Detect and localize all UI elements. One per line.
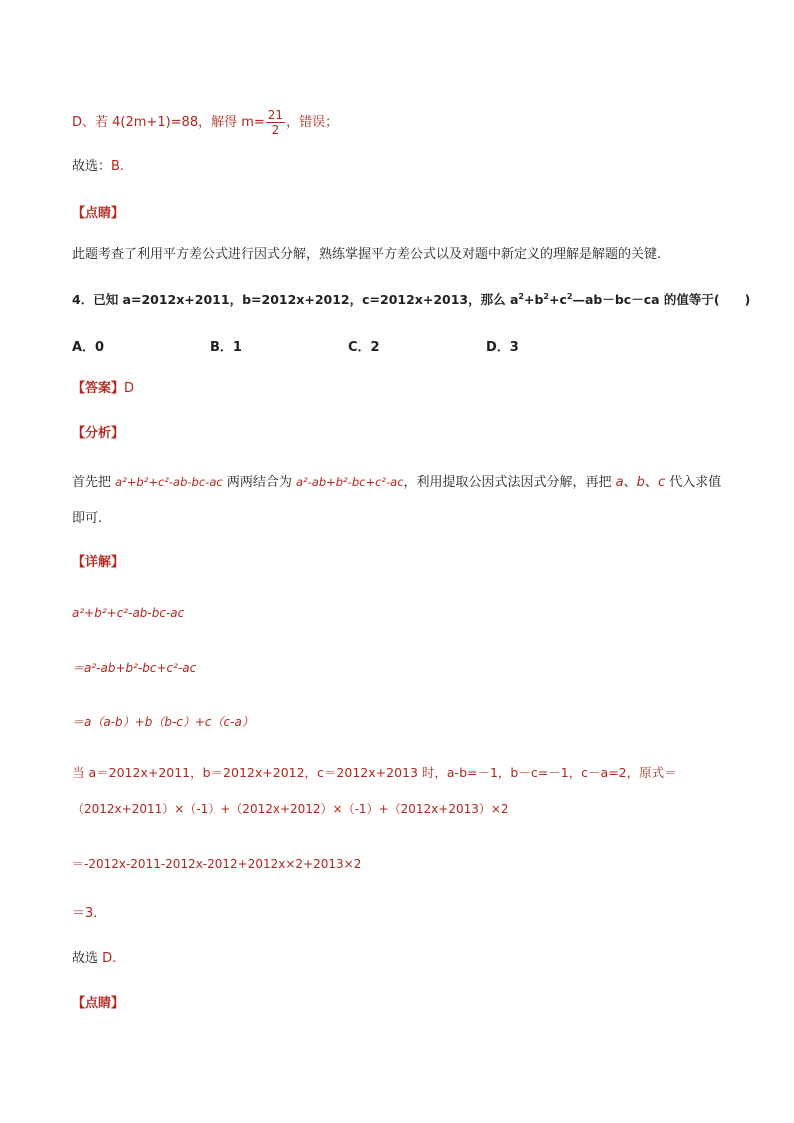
superscript: 2	[566, 291, 573, 301]
answer-value: D	[124, 381, 135, 396]
option-c: C．2	[348, 340, 380, 355]
detail-line-1: a²+b²+c²-ab-bc-ac	[72, 606, 185, 620]
question-text: 4．已知 a=2012x+2011，b=2012x+2012，c=2012x+2013，那么 a	[72, 292, 519, 307]
section-heading-dianjing-2: 【点睛】	[72, 996, 125, 1011]
section-heading-detail: 【详解】	[72, 555, 125, 570]
choose-value: D.	[98, 951, 117, 966]
detail-line-4: 当 a＝2012x+2011，b＝2012x+2012，c＝2012x+2013 时，a-b=－1，b－c=－1，c－a=2，原式＝	[72, 765, 677, 780]
detail-line-2: ＝a²-ab+b²-bc+c²-ac	[72, 661, 197, 675]
section-heading-analysis: 【分析】	[72, 426, 125, 441]
question-text: —ab－bc－ca 的值等于( )	[572, 292, 751, 307]
choose-label: 故选	[72, 951, 99, 966]
superscript: 2	[543, 291, 549, 301]
fraction	[266, 108, 285, 137]
analysis-line-1	[72, 473, 721, 492]
choose-b-line	[72, 158, 124, 176]
detail-line-5: （2012x+2011）×（-1）+（2012x+2012）×（-1）+（2012x+2013）×2	[72, 802, 509, 816]
analysis-text: 代入求值	[665, 475, 722, 490]
fraction-denominator: 2	[271, 123, 280, 137]
variable-a: a	[615, 475, 624, 490]
analysis-text: 首先把	[72, 475, 116, 490]
question-4	[72, 291, 750, 309]
option-d-text: D、若 4(2m+1)=88，解得 m=	[72, 115, 265, 130]
option-d-suffix: ，错误；	[286, 115, 339, 130]
answer-line	[72, 380, 134, 398]
section-heading-dianjing: 【点睛】	[72, 206, 125, 221]
fraction-numerator: 21	[267, 108, 284, 122]
dianjing-text: 此题考查了利用平方差公式进行因式分解，熟练掌握平方差公式以及对题中新定义的理解是解题的关键.	[72, 247, 662, 262]
question-text: +b	[523, 292, 544, 307]
section-heading-answer: 【答案】	[72, 381, 125, 396]
analysis-line-2: 即可.	[72, 511, 103, 526]
variable-c: c	[657, 475, 666, 490]
option-a: A．0	[72, 340, 105, 355]
choose-label: 故选：	[72, 159, 112, 174]
detail-line-8	[72, 950, 116, 968]
choose-value: B.	[111, 159, 125, 174]
detail-line-3: ＝a（a-b）+b（b-c）+c（c-a）	[72, 715, 254, 729]
superscript: 2	[518, 291, 524, 301]
analysis-text: 两两结合为	[222, 475, 296, 490]
analysis-text: ，利用提取公因式法因式分解，再把	[403, 475, 616, 490]
option-d-line	[72, 108, 338, 137]
detail-line-6: ＝-2012x-2011-2012x-2012+2012x×2+2013×2	[72, 857, 362, 871]
variable-b: b	[636, 475, 645, 490]
analysis-expression: a²-ab+b²-bc+c²-ac	[295, 475, 404, 489]
separator: 、	[623, 475, 637, 490]
detail-line-7: ＝3.	[72, 906, 98, 921]
analysis-expression: a²+b²+c²-ab-bc-ac	[115, 475, 223, 489]
question-text: +c	[548, 292, 567, 307]
option-d: D．3	[486, 340, 519, 355]
separator: 、	[644, 475, 658, 490]
option-b: B．1	[210, 340, 242, 355]
